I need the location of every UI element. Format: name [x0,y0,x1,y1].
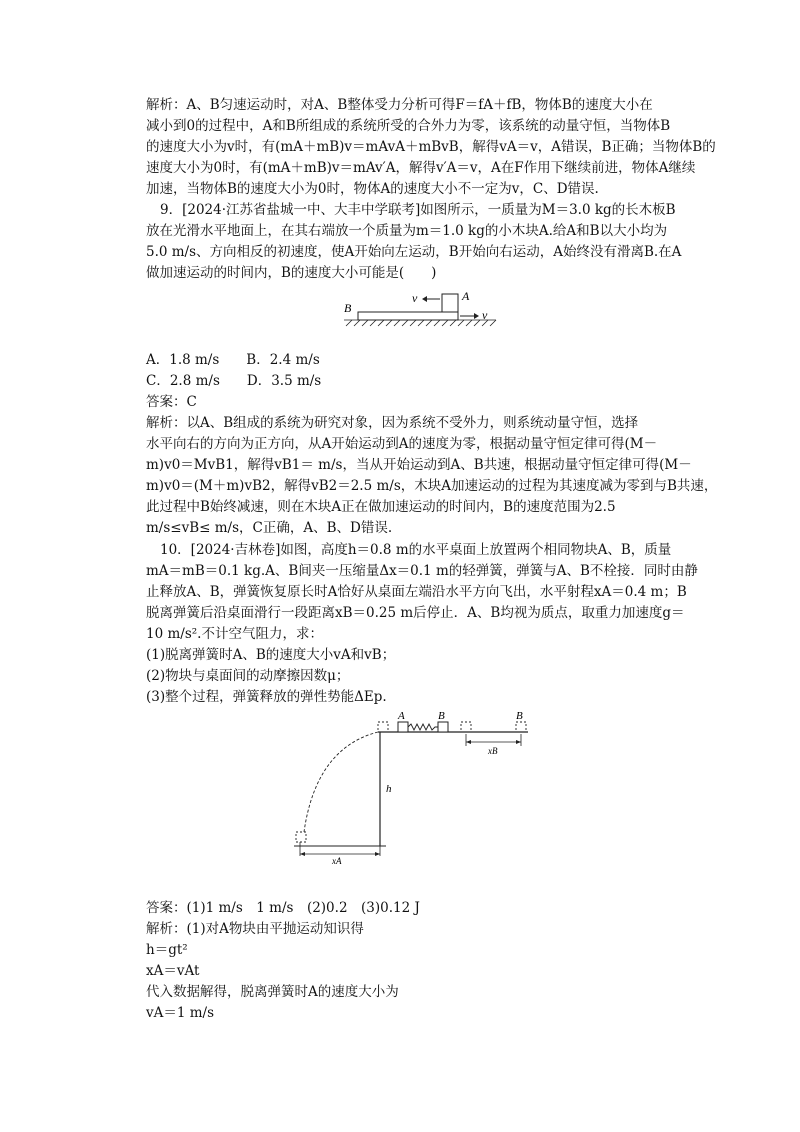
dashed-block-b-end [516,722,526,732]
text-line: 10 m/s².不计空气阻力，求： [146,626,323,642]
formula-line: vA＝1 m/s [146,1005,215,1021]
q9-figure [336,286,506,330]
text-line: 做加速运动的时间内，B的速度大小可能是( ) [146,265,437,281]
block-a [442,294,458,312]
label-v-top: v [412,291,418,305]
q10-figure [286,708,536,866]
text-line: 止释放A、B，弹簧恢复原长时A恰好从桌面左端沿水平方向飞出，水平射程xA＝0.4 m；B [146,584,687,600]
label-xa: xA [332,856,342,866]
block-b [438,722,448,732]
part-line: (1)脱离弹簧时A、B的速度大小vA和vB； [146,647,396,663]
label-v-bottom: v [482,308,488,322]
q9-options [146,350,654,413]
label-h: h [386,783,392,795]
formula-line: h＝gt² [146,942,188,958]
q8-analysis [146,95,716,200]
ground-hatch [344,320,496,326]
text-line: 解析：以A、B组成的系统为研究对象，因为系统不受外力，则系统动量守恒，选择 [146,415,639,431]
text-line: 解析：(1)对A物块由平抛运动知识得 [146,921,364,937]
option-line: A．1.8 m/s B．2.4 m/s [146,352,320,368]
formula-line: xA＝vAt [146,963,200,979]
dashed-block-a-start [378,722,388,732]
text-line: 脱离弹簧后沿桌面滑行一段距离xB＝0.25 m后停止．A、B均视为质点，取重力加速度g＝ [146,605,685,621]
trajectory [304,732,378,832]
text-line: m)v0＝(M＋m)vB2，解得vB2＝2.5 m/s，木块A加速运动的过程为其速度减为零到与B共速， [146,478,718,494]
text-line: 的速度大小为v时，有(mA＋mB)v＝mAvA＋mBvB，解得vA＝v，A错误，B正确；当物体B的 [146,139,716,155]
text-line: m/s≤vB≤ m/s，C正确，A、B、D错误. [146,520,393,536]
text-line: 代入数据解得，脱离弹簧时A的速度大小为 [146,984,399,1000]
label-b2: B [516,710,523,722]
option-line: C．2.8 m/s D．3.5 m/s [146,373,322,389]
arrow-left-icon [422,296,427,302]
text-line: 9．[2024·江苏省盐城一中、大丰中学联考]如图所示，一质量为M＝3.0 kg的长木板B [160,202,676,218]
arrow-right-icon [474,313,479,319]
label-a: A [462,289,470,303]
text-line: 水平向右的方向为正方向，从A开始运动到A的速度为零，根据动量守恒定律可得(M－ [146,436,658,452]
text-line: 5.0 m/s、方向相反的初速度，使A开始向左运动，B开始向右运动，A始终没有滑离B.在A [146,244,682,260]
text-line: 放在光滑水平地面上，在其右端放一个质量为m＝1.0 kg的小木块A.给A和B以大小均为 [146,223,668,239]
board-b [358,312,458,320]
text-line: mA＝mB＝0.1 kg.A、B间夹一压缩量Δx＝0.1 m的轻弹簧，弹簧与A、B不栓接．同时由静 [146,563,698,579]
text-line: 10．[2024·吉林卷]如图，高度h＝0.8 m的水平桌面上放置两个相同物块A、B，质量 [160,542,672,558]
q10-stem [146,540,698,708]
spring [408,724,438,730]
label-xb: xB [488,746,498,756]
label-a: A [398,710,405,722]
text-line: 加速，当物体B的速度大小为0时，物体A的速度大小不一定为v，C、D错误. [146,181,599,197]
part-line: (3)整个过程，弹簧释放的弹性势能ΔEp. [146,689,387,705]
text-line: 此过程中B始终减速，则在木块A正在做加速运动的时间内，B的速度范围为2.5 [146,499,616,515]
q9-analysis [146,413,718,539]
block-a [398,722,408,732]
dashed-block-a-land [296,832,306,842]
text-line: m)v0＝MvB1，解得vB1＝ m/s，当从开始运动到A、B共速，根据动量守恒定律可得(M－ [146,457,692,473]
text-line: 解析：A、B匀速运动时，对A、B整体受力分析可得F＝fA＋fB，物体B的速度大小在 [146,97,653,113]
answer-line: 答案：C [146,394,197,410]
text-line: 减小到0的过程中，A和B所组成的系统所受的合外力为零，该系统的动量守恒，当物体B [146,118,671,134]
q10-answer [146,898,654,1024]
answer-line: 答案：(1)1 m/s 1 m/s (2)0.2 (3)0.12 J [146,900,420,916]
label-b: B [438,710,445,722]
dashed-block-b-start [461,722,471,732]
text-line: 速度大小为0时，有(mA＋mB)v＝mAv′A，解得v′A＝v，A在F作用下继续前进，物体A继续 [146,160,696,176]
q9-stem [146,200,682,284]
part-line: (2)物块与桌面间的动摩擦因数μ； [146,668,350,684]
label-b: B [344,301,352,315]
